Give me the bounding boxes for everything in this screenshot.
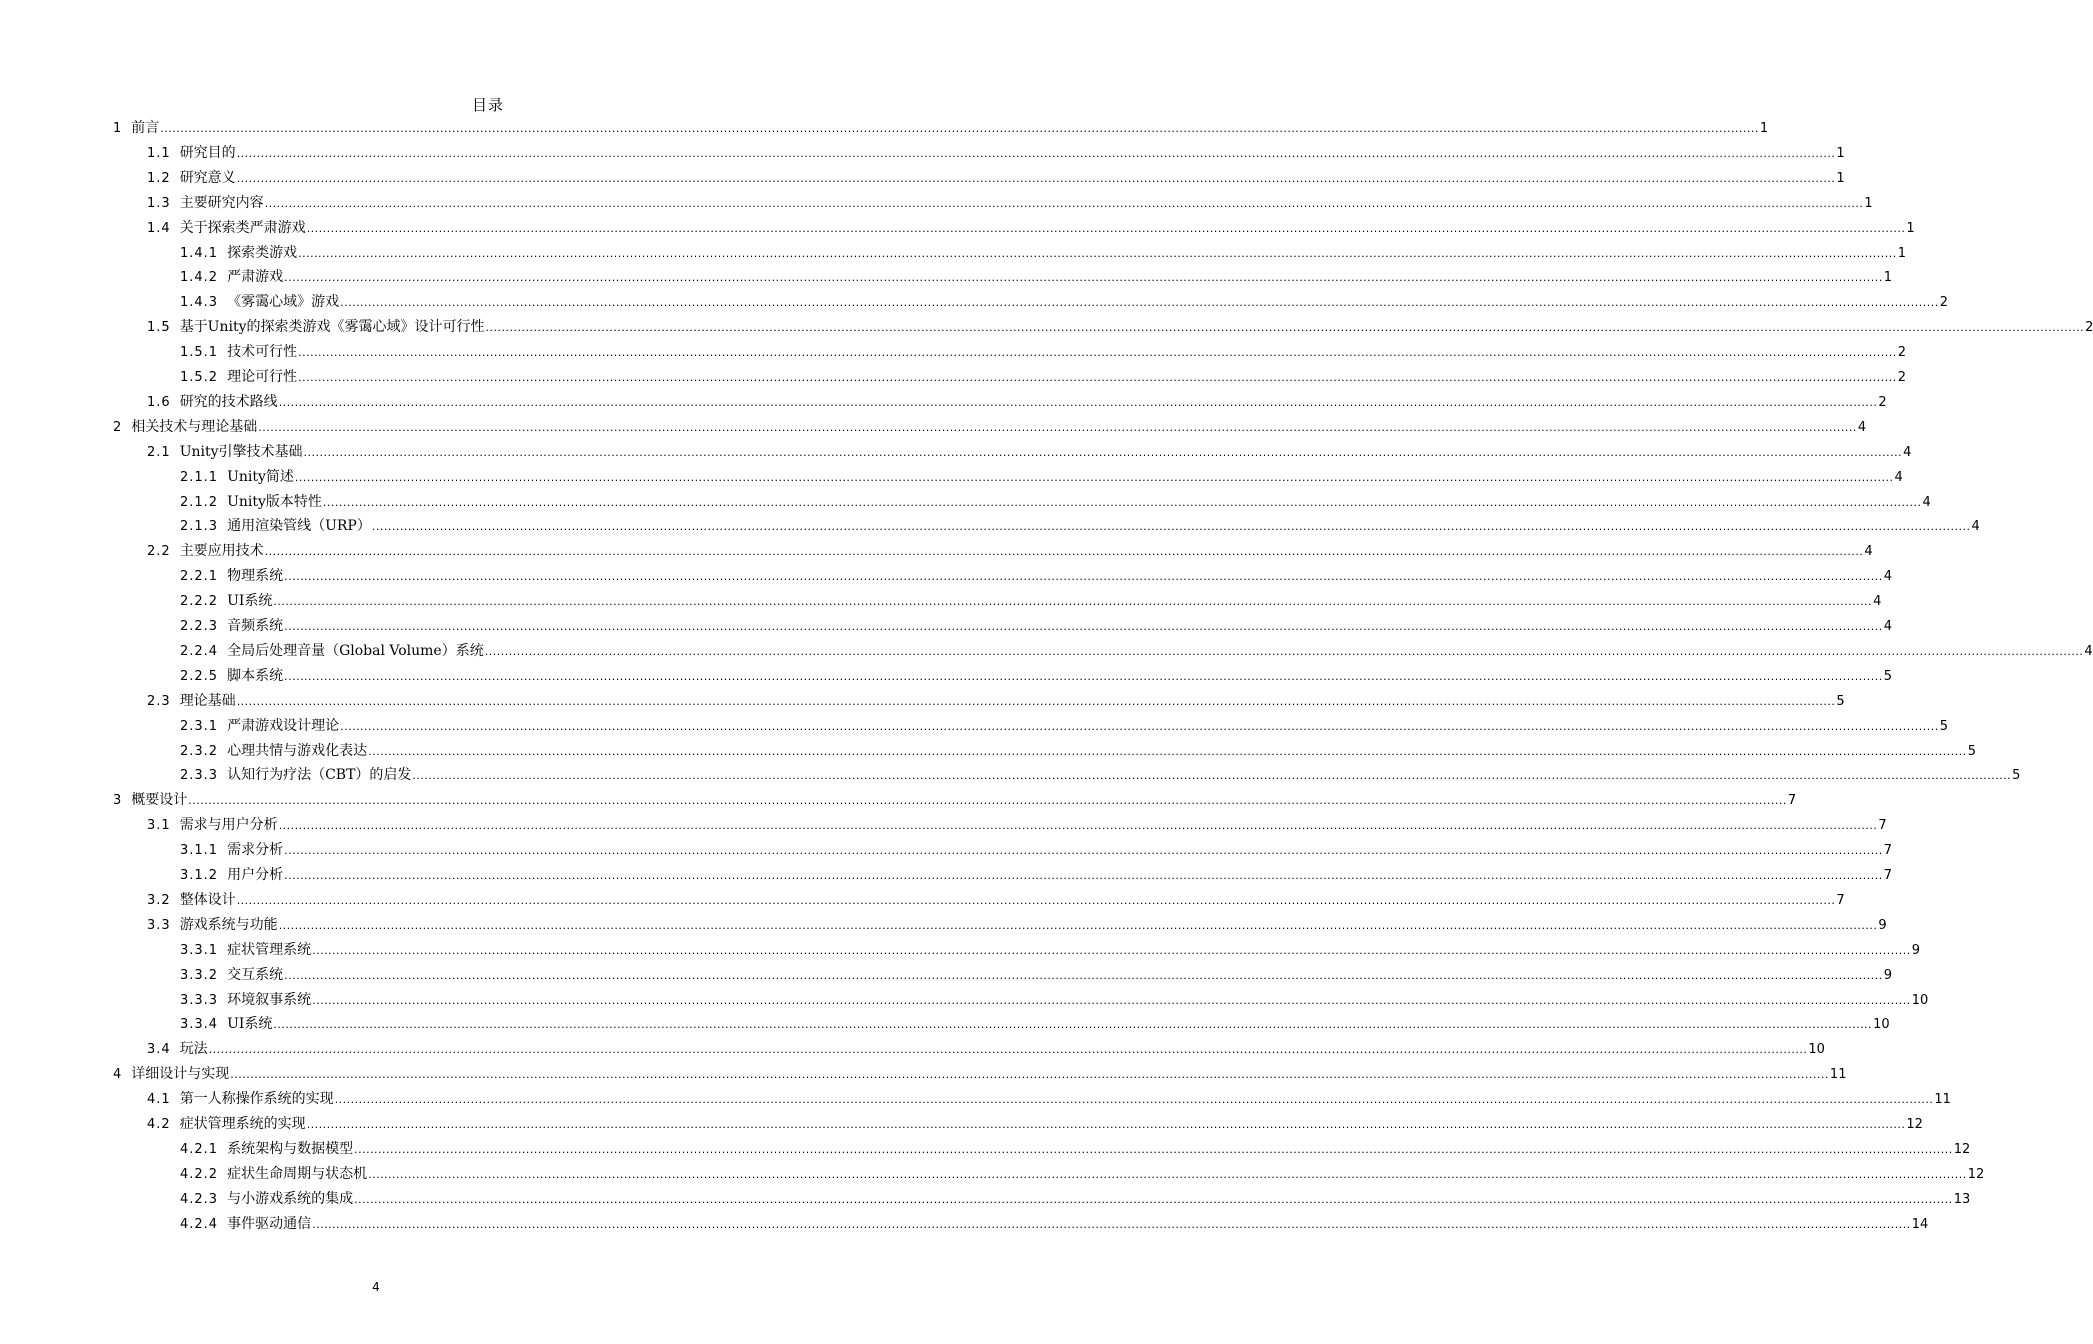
toc-entry-page: 4 xyxy=(1864,544,1873,560)
toc-entry-page: 11 xyxy=(1934,1092,1951,1108)
toc-entry-label: 主要应用技术 xyxy=(179,543,264,560)
toc-entry-number: 1.3 xyxy=(147,195,171,211)
toc-entry-page: 4 xyxy=(1883,619,1892,634)
toc-entry-page: 7 xyxy=(1883,868,1892,883)
toc-entry-number: 3.4 xyxy=(147,1042,171,1058)
toc-entry-label: 主要研究内容 xyxy=(179,194,264,211)
toc-entry-label: 概要设计 xyxy=(131,792,188,809)
toc-entry[interactable] xyxy=(147,539,1873,564)
toc-entry-label: 《雾霭心域》游戏 xyxy=(227,294,340,311)
toc-dot-leader: ................................................................................................................................................................................................................................................................................................................................................................................................................ xyxy=(278,819,1878,833)
toc-entry[interactable] xyxy=(147,1112,1923,1137)
toc-entry[interactable] xyxy=(180,514,1980,539)
toc-entry-label: 通用渲染管线（URP） xyxy=(227,518,371,535)
toc-dot-leader: ................................................................................................................................................................................................................................................................................................................................................................................................................ xyxy=(284,844,1883,858)
toc-entry-label: 症状管理系统的实现 xyxy=(179,1116,306,1132)
toc-dot-leader: ................................................................................................................................................................................................................................................................................................................................................................................................................ xyxy=(230,1068,1829,1082)
toc-entry-page: 5 xyxy=(1883,668,1892,684)
toc-entry-page: 1 xyxy=(1897,245,1906,261)
toc-entry[interactable] xyxy=(147,390,1887,415)
toc-entry[interactable] xyxy=(180,739,1976,764)
toc-entry-number: 1.4.2 xyxy=(180,270,219,286)
toc-dot-leader: ................................................................................................................................................................................................................................................................................................................................................................................................................ xyxy=(236,893,1836,907)
toc-entry-page: 13 xyxy=(1953,1191,1971,1207)
toc-dot-leader: ................................................................................................................................................................................................................................................................................................................................................................................................................ xyxy=(298,346,1897,360)
toc-entry-label: 心理共情与游戏化表达 xyxy=(227,742,368,759)
toc-entry-label: 理论可行性 xyxy=(227,369,298,385)
toc-entry-number: 4.2.4 xyxy=(180,1216,219,1232)
toc-entry-number: 3.3.2 xyxy=(180,967,219,983)
toc-entry-number: 2.1.3 xyxy=(180,519,219,535)
toc-entry-page: 4 xyxy=(1883,569,1892,585)
toc-entry-number: 3.3.3 xyxy=(180,992,219,1008)
toc-dot-leader: ................................................................................................................................................................................................................................................................................................................................................................................................................ xyxy=(340,296,1939,310)
toc-entry-number: 4 xyxy=(113,1067,123,1083)
toc-entry-page: 5 xyxy=(1836,693,1845,709)
toc-entry-label: 音频系统 xyxy=(227,618,284,634)
toc-entry-page: 5 xyxy=(2012,768,2021,784)
toc-entry-number: 3.1.1 xyxy=(180,843,219,859)
toc-entry[interactable] xyxy=(147,1087,1951,1112)
toc-entry-number: 2.1.1 xyxy=(180,469,219,485)
toc-dot-leader: ................................................................................................................................................................................................................................................................................................................................................................................................................ xyxy=(278,395,1878,409)
toc-entry-label: 认知行为疗法（CBT）的启发 xyxy=(227,767,412,784)
toc-entry-number: 1.5 xyxy=(147,320,171,336)
toc-entry-page: 2 xyxy=(2085,320,2093,336)
toc-entry-page: 2 xyxy=(1878,394,1887,410)
toc-entry[interactable] xyxy=(180,265,1892,290)
toc-entry[interactable] xyxy=(147,191,1873,216)
toc-entry-label: 严肃游戏设计理论 xyxy=(227,717,340,734)
toc-entry-number: 1.5.1 xyxy=(180,345,219,361)
toc-dot-leader: ................................................................................................................................................................................................................................................................................................................................................................................................................ xyxy=(298,371,1897,384)
toc-entry[interactable] xyxy=(180,838,1892,863)
toc-entry-label: 全局后处理音量（Global Volume）系统 xyxy=(227,642,484,659)
toc-entry[interactable] xyxy=(180,465,1903,490)
toc-entry-page: 1 xyxy=(1836,170,1845,186)
toc-entry[interactable] xyxy=(113,1062,1847,1087)
toc-dot-leader: ................................................................................................................................................................................................................................................................................................................................................................................................................ xyxy=(322,495,1922,509)
toc-entry-label: 玩法 xyxy=(179,1041,208,1058)
toc-entry[interactable] xyxy=(113,788,1797,813)
toc-entry-number: 3 xyxy=(113,793,123,809)
toc-entry-number: 3.1 xyxy=(147,818,171,834)
toc-entry-label: 第一人称操作系统的实现 xyxy=(179,1091,334,1108)
toc-entry[interactable] xyxy=(180,714,1948,739)
toc-entry[interactable] xyxy=(147,216,1915,241)
toc-entry-number: 4.1 xyxy=(147,1092,171,1108)
toc-entry-label: 理论基础 xyxy=(179,692,236,709)
toc-entry-page: 7 xyxy=(1836,892,1845,908)
toc-entry-page: 1 xyxy=(1864,195,1873,211)
toc-dot-leader: ................................................................................................................................................................................................................................................................................................................................................................................................................ xyxy=(284,968,1883,982)
toc-entry[interactable] xyxy=(180,763,2021,788)
toc-entry-page: 4 xyxy=(1971,519,1980,535)
toc-entry-label: Unity版本特性 xyxy=(227,493,322,510)
toc-entry[interactable] xyxy=(180,490,1931,515)
toc-entry-page: 1 xyxy=(1759,121,1769,136)
toc-entry-number: 2.2.4 xyxy=(180,643,219,659)
toc-entry-page: 1 xyxy=(1836,145,1845,161)
toc-entry-page: 9 xyxy=(1878,917,1887,933)
toc-entry[interactable] xyxy=(180,589,1882,614)
toc-entry-label: 研究的技术路线 xyxy=(179,393,278,410)
toc-entry[interactable] xyxy=(147,813,1887,838)
toc-entry-number: 4.2 xyxy=(147,1117,171,1132)
toc-dot-leader: ................................................................................................................................................................................................................................................................................................................................................................................................................ xyxy=(334,1093,1934,1107)
toc-entry-number: 3.3.4 xyxy=(180,1017,219,1033)
toc-dot-leader: ................................................................................................................................................................................................................................................................................................................................................................................................................ xyxy=(264,196,1864,210)
toc-entry-page: 9 xyxy=(1911,942,1920,958)
toc-entry-number: 1 xyxy=(113,121,123,136)
toc-entry-number: 2.2 xyxy=(147,544,171,560)
toc-entry[interactable] xyxy=(147,888,1845,913)
toc-dot-leader: ................................................................................................................................................................................................................................................................................................................................................................................................................ xyxy=(312,993,1911,1007)
toc-entry-number: 1.1 xyxy=(147,145,171,161)
toc-entry[interactable] xyxy=(147,141,1845,166)
toc-entry-label: 严肃游戏 xyxy=(227,269,284,286)
toc-entry[interactable] xyxy=(147,166,1845,191)
toc-entry[interactable] xyxy=(180,1162,1985,1187)
toc-dot-leader: ................................................................................................................................................................................................................................................................................................................................................................................................................ xyxy=(312,1217,1911,1231)
toc-entry-label: 技术可行性 xyxy=(227,344,298,361)
toc-entry-label: Unity简述 xyxy=(227,468,294,485)
toc-dot-leader: ................................................................................................................................................................................................................................................................................................................................................................................................................ xyxy=(354,1192,1953,1206)
toc-dot-leader: ................................................................................................................................................................................................................................................................................................................................................................................................................ xyxy=(412,769,2012,783)
toc-entry-page: 5 xyxy=(1967,743,1976,759)
toc-entry[interactable] xyxy=(147,315,2093,340)
toc-entry-label: 交互系统 xyxy=(227,966,284,983)
toc-entry[interactable] xyxy=(180,1012,1890,1037)
toc-entry-page: 12 xyxy=(1906,1117,1923,1132)
toc-entry-label: 关于探索类严肃游戏 xyxy=(179,219,306,236)
toc-entry[interactable] xyxy=(180,290,1948,315)
toc-entry-page: 11 xyxy=(1829,1067,1847,1083)
toc-entry-label: 需求与用户分析 xyxy=(179,817,278,834)
toc-entry-number: 4.2.1 xyxy=(180,1141,219,1157)
toc-entry-page: 7 xyxy=(1883,843,1892,859)
toc-entry-page: 12 xyxy=(1953,1141,1971,1157)
toc-entry-label: Unity引擎技术基础 xyxy=(179,443,303,460)
toc-entry[interactable] xyxy=(180,1212,1929,1237)
toc-dot-leader: ................................................................................................................................................................................................................................................................................................................................................................................................................ xyxy=(371,520,1971,534)
toc-entry-label: 系统架构与数据模型 xyxy=(227,1140,354,1157)
toc-entry-number: 2 xyxy=(113,419,123,435)
toc-entry-label: 基于Unity的探索类游戏《雾霭心域》设计可行性 xyxy=(179,319,485,336)
toc-entry-page: 12 xyxy=(1967,1166,1985,1182)
toc-entry-page: 2 xyxy=(1939,295,1948,311)
toc-entry-label: UI系统 xyxy=(227,593,273,610)
toc-entry-label: 研究目的 xyxy=(179,144,236,161)
toc-entry[interactable] xyxy=(180,365,1906,390)
toc-entry-label: 脚本系统 xyxy=(227,667,284,684)
toc-entry-page: 4 xyxy=(2084,643,2093,659)
toc-entry-number: 2.3.1 xyxy=(180,718,219,734)
toc-entry[interactable] xyxy=(180,988,1929,1013)
toc-dot-leader: ................................................................................................................................................................................................................................................................................................................................................................................................................ xyxy=(236,171,1836,185)
toc-entry-label: 用户分析 xyxy=(227,867,284,883)
toc-entry-label: 相关技术与理论基础 xyxy=(131,418,258,435)
toc-entry-label: 详细设计与实现 xyxy=(131,1066,230,1083)
toc-entry-page: 10 xyxy=(1808,1042,1825,1058)
toc-entry-number: 2.2.2 xyxy=(180,594,219,610)
toc-entry-page: 14 xyxy=(1911,1216,1929,1232)
toc-entry-page: 10 xyxy=(1873,1017,1890,1033)
toc-entry-number: 3.1.2 xyxy=(180,868,219,883)
toc-dot-leader: ................................................................................................................................................................................................................................................................................................................................................................................................................ xyxy=(236,146,1836,160)
toc-entry-page: 4 xyxy=(1894,469,1903,485)
toc-dot-leader: ................................................................................................................................................................................................................................................................................................................................................................................................................ xyxy=(340,719,1939,733)
toc-entry-page: 4 xyxy=(1922,494,1931,510)
toc-entry-page: 1 xyxy=(1906,220,1915,236)
toc-dot-leader: ................................................................................................................................................................................................................................................................................................................................................................................................................ xyxy=(160,122,1759,135)
toc-dot-leader: ................................................................................................................................................................................................................................................................................................................................................................................................................ xyxy=(368,1167,1967,1181)
toc-entry-number: 3.3.1 xyxy=(180,942,219,958)
toc-dot-leader: ................................................................................................................................................................................................................................................................................................................................................................................................................ xyxy=(284,570,1883,584)
toc-entry-label: 探索类游戏 xyxy=(227,244,298,261)
toc-entry-number: 1.5.2 xyxy=(180,370,219,385)
toc-entry[interactable] xyxy=(180,963,1892,988)
toc-entry-number: 2.3 xyxy=(147,693,171,709)
toc-entry[interactable] xyxy=(180,564,1892,589)
toc-entry-number: 2.1 xyxy=(147,444,171,460)
toc-dot-leader: ................................................................................................................................................................................................................................................................................................................................................................................................................ xyxy=(278,918,1878,932)
toc-entry-label: 物理系统 xyxy=(227,568,284,585)
toc-dot-leader: ................................................................................................................................................................................................................................................................................................................................................................................................................ xyxy=(354,1142,1953,1156)
toc-dot-leader: ................................................................................................................................................................................................................................................................................................................................................................................................................ xyxy=(368,744,1967,758)
toc-dot-leader: ................................................................................................................................................................................................................................................................................................................................................................................................................ xyxy=(188,794,1787,808)
toc-entry-page: 7 xyxy=(1787,793,1797,809)
toc-entry-page: 7 xyxy=(1878,818,1887,834)
toc-entry[interactable] xyxy=(180,664,1892,689)
toc-entry-number: 1.2 xyxy=(147,170,171,186)
toc-entry[interactable] xyxy=(180,863,1892,888)
toc-dot-leader: ................................................................................................................................................................................................................................................................................................................................................................................................................ xyxy=(303,445,1903,459)
toc-entry[interactable] xyxy=(180,639,2093,664)
toc-entry-number: 1.4 xyxy=(147,220,171,236)
toc-entry-page: 9 xyxy=(1883,967,1892,983)
toc-entry[interactable] xyxy=(147,440,1912,465)
toc-dot-leader: ................................................................................................................................................................................................................................................................................................................................................................................................................ xyxy=(284,669,1883,683)
toc-entry-page: 4 xyxy=(1873,594,1882,610)
toc-entry[interactable] xyxy=(113,116,1769,141)
toc-entry-label: 症状生命周期与状态机 xyxy=(227,1165,368,1182)
toc-entry-label: UI系统 xyxy=(227,1016,273,1033)
toc-dot-leader: ................................................................................................................................................................................................................................................................................................................................................................................................................ xyxy=(306,1118,1906,1131)
toc-entry[interactable] xyxy=(180,614,1892,639)
toc-entry-label: 与小游戏系统的集成 xyxy=(227,1190,354,1207)
toc-entry-label: 需求分析 xyxy=(227,842,284,859)
toc-entry[interactable] xyxy=(180,241,1906,266)
toc-dot-leader: ................................................................................................................................................................................................................................................................................................................................................................................................................ xyxy=(284,620,1883,633)
toc-entry-label: 环境叙事系统 xyxy=(227,991,312,1008)
toc-title: 目录 xyxy=(471,96,504,114)
toc-dot-leader: ................................................................................................................................................................................................................................................................................................................................................................................................................ xyxy=(258,420,1857,434)
toc-entry-number: 2.2.5 xyxy=(180,668,219,684)
toc-entry-number: 1.4.3 xyxy=(180,295,219,311)
page-number-footer: 4 xyxy=(372,1280,380,1294)
toc-dot-leader: ................................................................................................................................................................................................................................................................................................................................................................................................................ xyxy=(294,470,1894,484)
toc-dot-leader: ................................................................................................................................................................................................................................................................................................................................................................................................................ xyxy=(236,694,1836,708)
toc-dot-leader: ................................................................................................................................................................................................................................................................................................................................................................................................................ xyxy=(208,1043,1808,1057)
toc-entry[interactable] xyxy=(180,938,1920,963)
toc-entry-page: 4 xyxy=(1903,444,1912,460)
toc-entry-page: 10 xyxy=(1911,992,1929,1008)
toc-entry[interactable] xyxy=(180,340,1906,365)
toc-entry-number: 3.2 xyxy=(147,892,171,908)
toc-entry-page: 5 xyxy=(1939,718,1948,734)
toc-entry-number: 2.2.1 xyxy=(180,569,219,585)
toc-dot-leader: ................................................................................................................................................................................................................................................................................................................................................................................................................ xyxy=(312,943,1911,957)
toc-dot-leader: ................................................................................................................................................................................................................................................................................................................................................................................................................ xyxy=(264,545,1864,559)
toc-entry-number: 3.3 xyxy=(147,917,171,933)
toc-dot-leader: ................................................................................................................................................................................................................................................................................................................................................................................................................ xyxy=(273,595,1873,609)
toc-entry-number: 2.3.2 xyxy=(180,743,219,759)
toc-entry-number: 1.4.1 xyxy=(180,245,219,261)
toc-dot-leader: ................................................................................................................................................................................................................................................................................................................................................................................................................ xyxy=(273,1018,1873,1032)
toc-entry-page: 2 xyxy=(1897,370,1906,385)
toc-entry-number: 2.1.2 xyxy=(180,494,219,510)
toc-entry-page: 4 xyxy=(1857,419,1867,435)
toc-dot-leader: ................................................................................................................................................................................................................................................................................................................................................................................................................ xyxy=(306,221,1906,235)
toc-entry[interactable] xyxy=(113,415,1867,440)
toc-entry[interactable] xyxy=(180,1187,1971,1212)
toc-entry[interactable] xyxy=(147,913,1887,938)
toc-entry-label: 前言 xyxy=(131,120,160,136)
toc-entry-label: 症状管理系统 xyxy=(227,941,312,958)
toc-entry-number: 4.2.3 xyxy=(180,1191,219,1207)
toc-entry[interactable] xyxy=(147,689,1845,714)
toc-entry-page: 1 xyxy=(1883,270,1892,286)
toc-entry-label: 游戏系统与功能 xyxy=(179,916,278,933)
toc-entry-label: 事件驱动通信 xyxy=(227,1215,312,1232)
toc-entry-number: 2.3.3 xyxy=(180,768,219,784)
toc-entry-number: 4.2.2 xyxy=(180,1166,219,1182)
toc-entry[interactable] xyxy=(180,1137,1971,1162)
toc-dot-leader: ................................................................................................................................................................................................................................................................................................................................................................................................................ xyxy=(298,246,1897,260)
toc-entry-number: 1.6 xyxy=(147,394,171,410)
toc-dot-leader: ................................................................................................................................................................................................................................................................................................................................................................................................................ xyxy=(485,321,2085,335)
toc-entry-label: 研究意义 xyxy=(179,169,236,186)
toc-dot-leader: ................................................................................................................................................................................................................................................................................................................................................................................................................ xyxy=(484,644,2084,658)
toc-entry-label: 整体设计 xyxy=(179,891,236,908)
toc-dot-leader: ................................................................................................................................................................................................................................................................................................................................................................................................................ xyxy=(284,271,1883,285)
toc-entry-number: 2.2.3 xyxy=(180,619,219,634)
toc-entry-page: 2 xyxy=(1897,345,1906,361)
toc-entry[interactable] xyxy=(147,1037,1825,1062)
toc-dot-leader: ................................................................................................................................................................................................................................................................................................................................................................................................................ xyxy=(284,869,1883,882)
